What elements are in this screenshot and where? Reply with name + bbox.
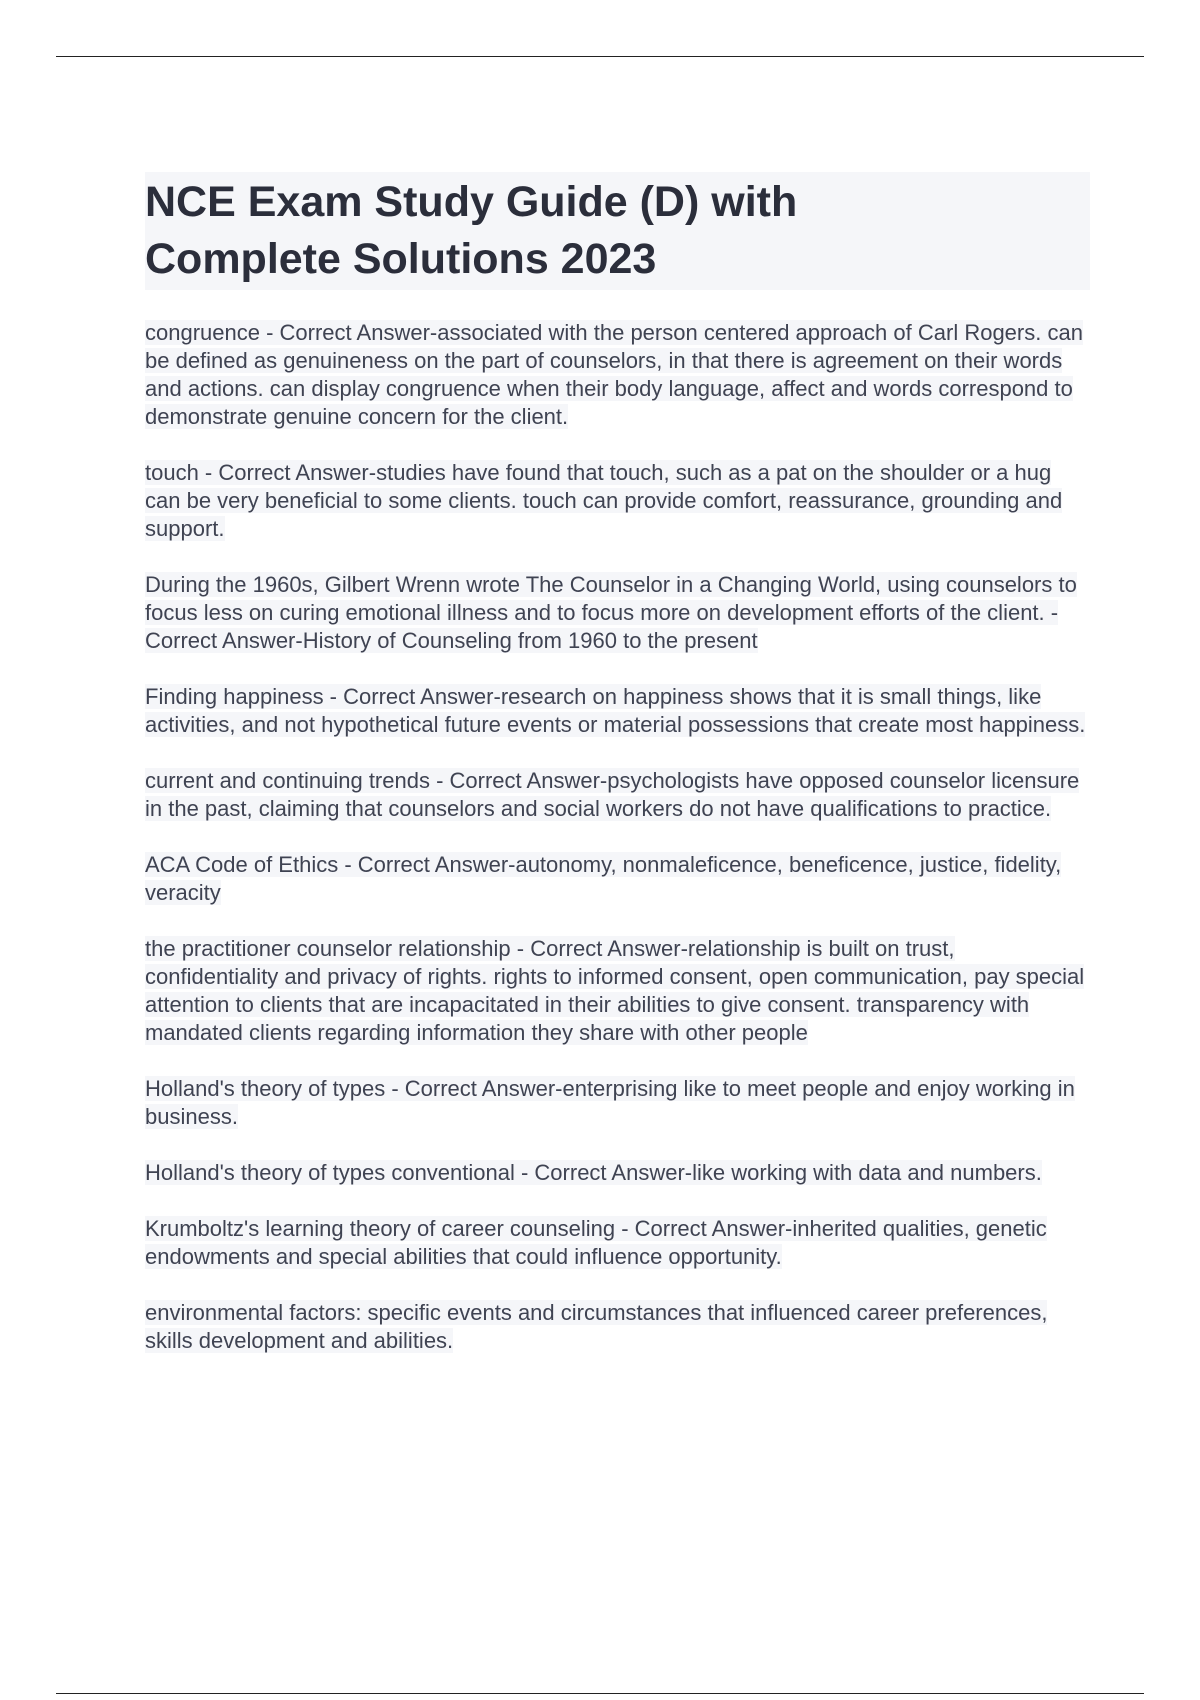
document-title-line-2: Complete Solutions 2023 [145,235,657,283]
entry-text: environmental factors: specific events and circumstances that influenced career preferences, skills development and abilities. [145,1300,1048,1353]
entry-finding-happiness [145,683,1090,739]
entry-touch [145,459,1090,543]
entry-text: Finding happiness - Correct Answer-research on happiness shows that it is small things, like activities, and not hypothetical future events or material possessions that create most happiness. [145,684,1086,737]
entry-text: Krumboltz's learning theory of career counseling - Correct Answer-inherited qualities, genetic endowments and special abilities that could influence opportunity. [145,1216,1047,1269]
entry-text: touch - Correct Answer-studies have found that touch, such as a pat on the shoulder or a hug can be very beneficial to some clients. touch can provide comfort, reassurance, grounding and support. [145,460,1063,541]
entry-holland-types [145,1075,1090,1131]
header-rule [56,56,1144,57]
entry-krumboltz [145,1215,1090,1271]
entry-practitioner-relationship [145,935,1090,1047]
entry-environmental-factors [145,1299,1090,1355]
entry-current-trends [145,767,1090,823]
study-entries [145,319,1090,1355]
entry-text: Holland's theory of types conventional - Correct Answer-like working with data and numbers. [145,1160,1042,1185]
entry-congruence [145,319,1090,431]
document-page [145,172,1090,1383]
entry-wrenn-1960s [145,571,1090,655]
footer-rule [56,1693,1144,1694]
entry-text: During the 1960s, Gilbert Wrenn wrote The Counselor in a Changing World, using counselors to focus less on curing emotional illness and to focus more on development efforts of the client. - Correct Answer-History of Counseling from 1960 to the present [145,572,1077,653]
entry-aca-code-of-ethics [145,851,1090,907]
entry-holland-conventional [145,1159,1090,1187]
document-title [145,172,1090,290]
document-title-line-1: NCE Exam Study Guide (D) with [145,178,798,226]
entry-text: Holland's theory of types - Correct Answer-enterprising like to meet people and enjoy working in business. [145,1076,1075,1129]
entry-text: current and continuing trends - Correct Answer-psychologists have opposed counselor licensure in the past, claiming that counselors and social workers do not have qualifications to practice. [145,768,1080,821]
entry-text: congruence - Correct Answer-associated with the person centered approach of Carl Rogers. can be defined as genuineness on the part of counselors, in that there is agreement on their words and actions. can display congruence when their body language, affect and words correspond to demonstrate genuine concern for the client. [145,320,1083,429]
entry-text: the practitioner counselor relationship - Correct Answer-relationship is built on trust, confidentiality and privacy of rights. rights to informed consent, open communication, pay special attention to clients that are incapacitated in their abilities to give consent. transparency with mandated clients regarding information they share with other people [145,936,1085,1045]
entry-text: ACA Code of Ethics - Correct Answer-autonomy, nonmaleficence, beneficence, justice, fidelity, veracity [145,852,1062,905]
